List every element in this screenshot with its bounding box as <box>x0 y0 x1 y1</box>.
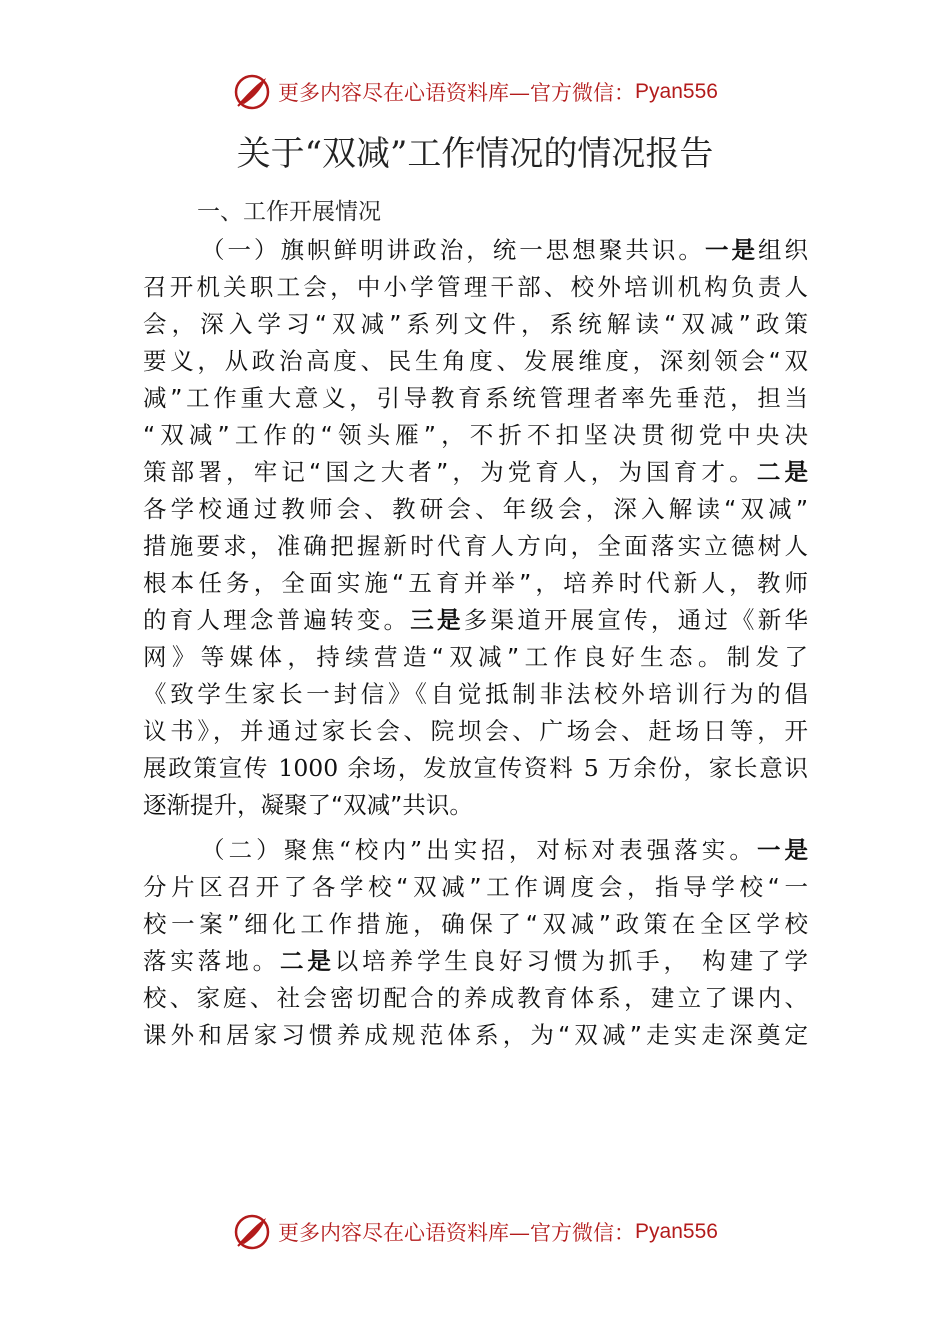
paragraph-line: 《致学生家长一封信》《自觉抵制非法校外培训行为的倡 <box>143 680 808 708</box>
number: 1000 <box>269 754 348 782</box>
keyword: 二是 <box>756 458 808 486</box>
paragraph-line: 校、家庭、社会密切配合的养成教育体系，建立了课内、 <box>143 984 808 1012</box>
keyword: 一是 <box>756 836 808 864</box>
watermark-wechat-id: Pyan556 <box>635 80 718 103</box>
paragraph-line: 分片区召开了各学校“双减”工作调度会，指导学校“一 <box>143 873 808 901</box>
quill-logo-icon <box>232 1212 272 1252</box>
subsection-heading: （二）聚焦“校内”出实招，对标对表强落实。 <box>201 836 757 864</box>
paragraph-line: 网》等媒体，持续营造“双减”工作良好生态。制发了 <box>143 643 808 671</box>
paragraph-line: 的育人理念普遍转变。三是多渠道开展宣传，通过《新华 <box>143 606 808 634</box>
document-title: 关于“双减”工作情况的情况报告 <box>236 134 714 174</box>
paragraph-1 <box>143 232 808 824</box>
paragraph-line: 会，深入学习“双减”系列文件，系统解读“双减”政策 <box>143 310 808 338</box>
paragraph-line: 策部署，牢记“国之大者”，为党育人，为国育才。二是 <box>143 458 808 486</box>
paragraph-line: （一）旗帜鲜明讲政治，统一思想聚共识。一是组织 <box>201 236 808 264</box>
paragraph-line: 课外和居家习惯养成规范体系，为“双减”走实走深奠定 <box>143 1021 808 1049</box>
watermark-header <box>0 70 950 114</box>
document-body <box>143 192 808 1054</box>
paragraph-line: 校一案”细化工作措施，确保了“双减”政策在全区学校 <box>143 910 808 938</box>
paragraph-line: 根本任务，全面实施“五育并举”，培养时代新人，教师 <box>143 569 808 597</box>
keyword: 三是 <box>410 606 464 634</box>
paragraph-line: 逐渐提升，凝聚了“双减”共识。 <box>143 791 473 819</box>
watermark-text: 更多内容尽在心语资料库—官方微信： <box>278 1221 636 1245</box>
number: 5 <box>574 754 608 782</box>
paragraph-line: 各学校通过教师会、教研会、年级会，深入解读“双减” <box>143 495 808 523</box>
paragraph-line: 议书》，并通过家长会、院坝会、广场会、赶场日等，开 <box>143 717 808 745</box>
paragraph-line: 落实落地。二是以培养学生良好习惯为抓手， 构建了学 <box>143 947 808 975</box>
paragraph-line: 要义，从政治高度、民生角度、发展维度，深刻领会“双 <box>143 347 808 375</box>
section-heading: 一、工作开展情况 <box>197 199 381 225</box>
paragraph-line: 措施要求，准确把握新时代育人方向，全面落实立德树人 <box>143 532 808 560</box>
paragraph-2 <box>143 832 808 1054</box>
paragraph-line: 召开机关职工会，中小学管理干部、校外培训机构负责人 <box>143 273 808 301</box>
paragraph-line <box>143 832 808 869</box>
watermark-text: 更多内容尽在心语资料库—官方微信： <box>278 81 636 105</box>
watermark-footer <box>0 1210 950 1254</box>
paragraph-line: 展政策宣传 1000 余场，发放宣传资料 5 万余份，家长意识 <box>143 754 808 782</box>
paragraph-line: “双减”工作的“领头雁”，不折不扣坚决贯彻党中央决 <box>143 421 808 449</box>
keyword: 一是 <box>704 236 758 264</box>
quill-logo-icon <box>232 72 272 112</box>
subsection-heading: （一）旗帜鲜明讲政治，统一思想聚共识。 <box>201 236 705 264</box>
keyword: 二是 <box>279 947 335 975</box>
watermark-wechat-id: Pyan556 <box>635 1220 718 1243</box>
paragraph-line: 减”工作重大意义，引导教育系统管理者率先垂范，担当 <box>143 384 808 412</box>
